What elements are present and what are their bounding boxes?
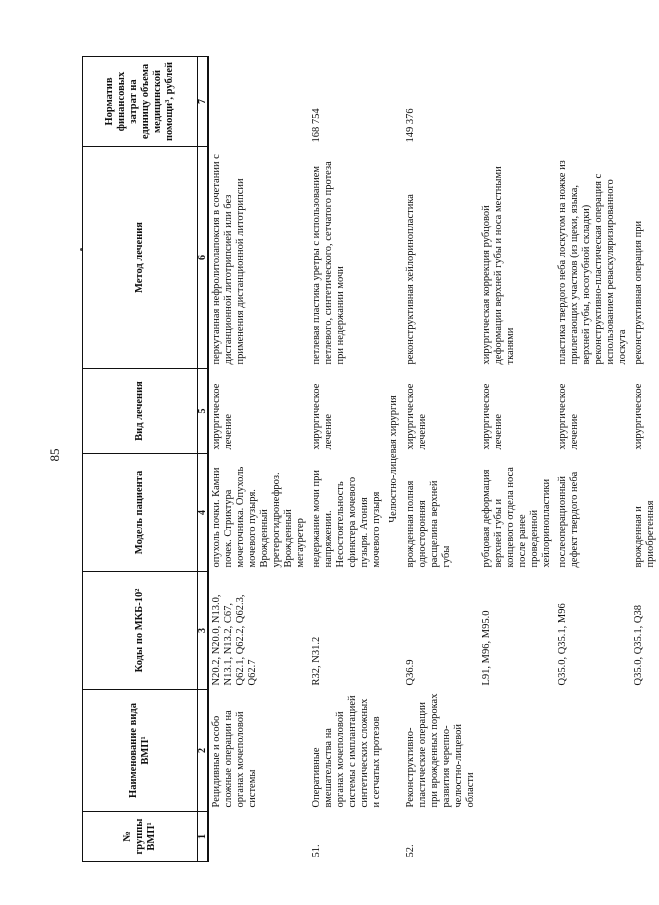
row-treatment-type: хирургическое лечение xyxy=(557,383,580,450)
row-group-number: 51. xyxy=(311,844,322,858)
rotated-table-container xyxy=(82,57,656,862)
row-vmp-name: Реконструктивно-пластические операции при врожденных пороках развития черепно-челюстно-лицевой области xyxy=(405,693,476,808)
row-treatment-method: реконструктивная операция при xyxy=(633,220,644,365)
header-cost-norm: Норматив финансовых затрат на единицу объема медицинской помощи³, рублей xyxy=(83,57,198,147)
table-row xyxy=(479,57,555,862)
header-row xyxy=(83,57,198,862)
column-number-row xyxy=(198,57,209,862)
row-cost-norm xyxy=(631,57,659,147)
row-patient-model: врожденная полная односторонняя расщелина верхней губы xyxy=(405,480,452,568)
row-vmp-name xyxy=(555,690,631,812)
row-vmp-name xyxy=(631,690,659,812)
row-vmp-name xyxy=(479,690,555,812)
column-number: 2 xyxy=(198,690,209,812)
method-line: реконструктивно-пластическая операция с использованием реваскуляризированного лоскута xyxy=(593,173,628,365)
section-title: Челюстно-лицевая хирургия xyxy=(388,395,399,523)
header-icd-codes: Коды по МКБ-10² xyxy=(83,572,198,690)
table-row xyxy=(403,57,479,862)
row-cost-norm: 168 754 xyxy=(311,108,322,143)
row-treatment-type: хирургическое лечение xyxy=(211,383,234,450)
row-treatment-type: хирургическое лечение xyxy=(405,383,428,450)
row-patient-model: послеоперационный дефект твердого неба xyxy=(557,471,580,568)
row-treatment-method: петлевая пластика уретры с использованием петлевого, синтетического, сетчатого протеза при недержании мочи xyxy=(311,161,346,365)
header-patient-model: Модель пациента xyxy=(83,454,198,572)
row-treatment-type: хирургическое лечение xyxy=(311,383,334,450)
table-row xyxy=(309,57,385,862)
header-treatment-type: Вид лечения xyxy=(83,369,198,454)
vmp-table xyxy=(82,56,659,862)
row-patient-model: врожденная и приобретенная xyxy=(633,500,656,568)
header-treatment-method: Метод лечения xyxy=(83,147,198,369)
row-vmp-name: Рецидивные и особо сложные операции на органах мочеполовой системы xyxy=(211,710,258,808)
table-row xyxy=(631,57,659,862)
method-line: пластика твердого неба лоскутом на ножке из прилегающих участков (из щеки, языка, верхней губы, носогубной складки) xyxy=(557,160,592,365)
row-treatment-method xyxy=(555,147,631,369)
column-number: 6 xyxy=(198,147,209,369)
row-patient-model: рубцовая деформация верхней губы и концевого отдела носа после ранее проведенной хейлоринопластики xyxy=(481,467,552,568)
row-group-number: 52. xyxy=(405,844,416,858)
row-cost-norm: 149 376 xyxy=(405,108,416,143)
row-icd-codes: Q35.0, Q35.1, M96 xyxy=(557,603,568,686)
row-cost-norm xyxy=(208,57,309,147)
row-patient-model: недержание мочи при напряжении. Несостоятельность сфинктера мочевого пузыря. Атония мочевого пузыря xyxy=(311,470,382,568)
column-number: 1 xyxy=(198,812,209,862)
row-treatment-type: хирургическое xyxy=(633,383,644,450)
row-icd-codes: Q36.9 xyxy=(405,659,416,686)
row-group-number xyxy=(631,812,659,862)
row-icd-codes: N20.2, N20.0, N13.0, N13.1, N13.2, C67, Q62.1, Q62.2, Q62.3, Q62.7 xyxy=(211,594,258,686)
table-row xyxy=(555,57,631,862)
row-group-number xyxy=(555,812,631,862)
row-treatment-method: хирургическая коррекция рубцовой деформации верхней губы и носа местными тканями xyxy=(481,166,516,365)
row-icd-codes: R32, N31.2 xyxy=(311,636,322,686)
table-row xyxy=(208,57,309,862)
row-vmp-name: Оперативные вмешательства на органах мочеполовой системы с имплантацией синтетических сложных и сетчатых протезов xyxy=(311,695,382,808)
row-patient-model: опухоль почки. Камни почек. Стриктура мочеточника. Опухоль мочевого пузыря. Врожденный уретерогидронефроз. Врожденный мегауретер xyxy=(211,466,306,568)
row-cost-norm xyxy=(555,57,631,147)
row-icd-codes: Q35.0, Q35.1, Q38 xyxy=(633,605,644,686)
row-icd-codes: L91, M96, M95.0 xyxy=(481,610,492,686)
header-group-number: № группы ВМП¹ xyxy=(83,812,198,862)
row-treatment-method: реконструктивная хейлоринопластика xyxy=(405,194,416,365)
column-number: 4 xyxy=(198,454,209,572)
column-number: 7 xyxy=(198,57,209,147)
column-number: 5 xyxy=(198,369,209,454)
header-vmp-name: Наименование вида ВМП¹ xyxy=(83,690,198,812)
row-group-number xyxy=(208,812,309,862)
row-cost-norm xyxy=(479,57,555,147)
section-row xyxy=(385,57,403,862)
row-treatment-type: хирургическое лечение xyxy=(481,383,504,450)
row-group-number xyxy=(479,812,555,862)
row-treatment-method: перкутанная нефролитолапоксия в сочетании с дистанционной литотрипсией или без применения дистанционной литотрипсии xyxy=(211,154,246,365)
column-number: 3 xyxy=(198,572,209,690)
page-number: 85 xyxy=(47,448,62,462)
